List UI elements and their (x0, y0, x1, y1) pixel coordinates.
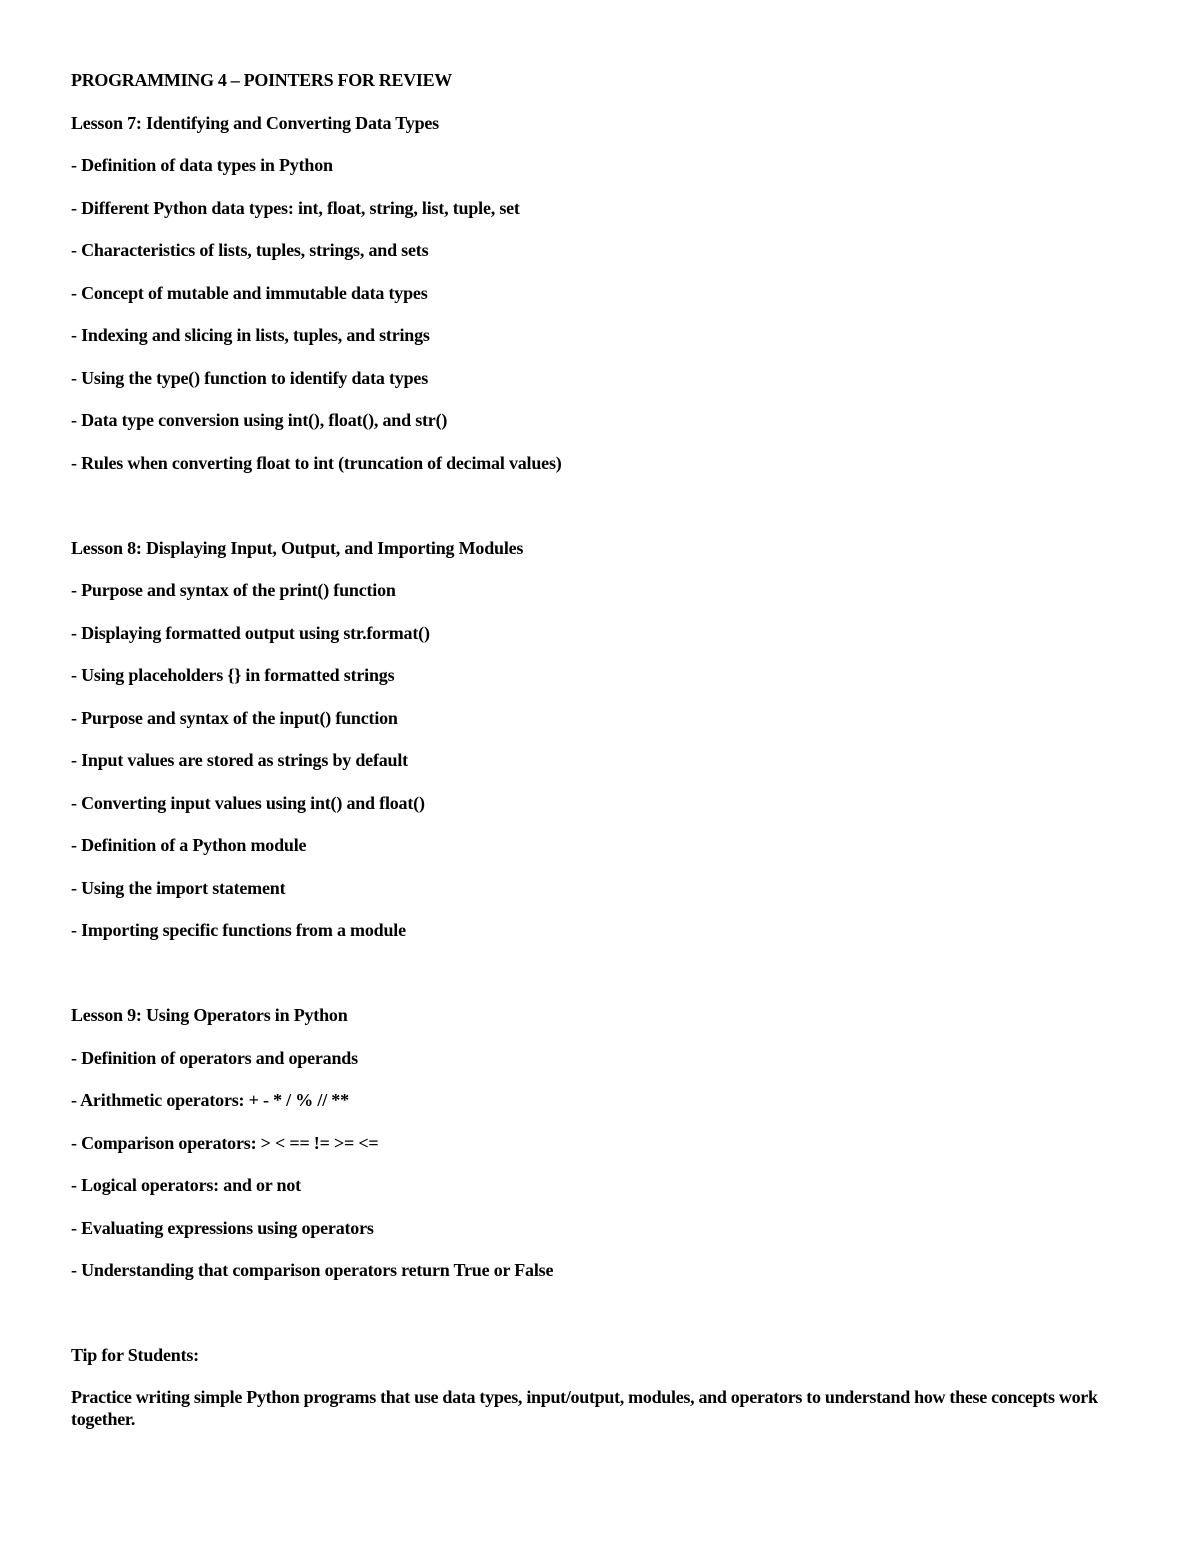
list-item: - Concept of mutable and immutable data types (71, 282, 428, 303)
list-item: - Evaluating expressions using operators (71, 1217, 374, 1238)
list-item: - Arithmetic operators: + - * / % // ** (71, 1090, 349, 1110)
list-item: - Rules when converting float to int (truncation of decimal values) (71, 452, 562, 473)
tip-heading: Tip for Students: (71, 1345, 199, 1365)
section-lesson-8 (71, 536, 1131, 943)
list-item: - Comparison operators: > < == != >= <= (71, 1132, 379, 1153)
list-item: - Understanding that comparison operators return True or False (71, 1260, 554, 1280)
list-item: - Definition of operators and operands (71, 1047, 358, 1068)
list-item: - Converting input values using int() and float() (71, 792, 425, 813)
section-spacer (71, 961, 1131, 1004)
tip-section (71, 1343, 1131, 1430)
list-item: - Using the import statement (71, 877, 286, 898)
list-item: - Indexing and slicing in lists, tuples, and strings (71, 325, 430, 345)
section-lesson-7 (71, 111, 1131, 475)
list-item: - Data type conversion using int(), float(), and str() (71, 410, 448, 430)
list-item: - Input values are stored as strings by default (71, 750, 408, 770)
list-item: - Definition of data types in Python (71, 155, 333, 175)
list-item: - Displaying formatted output using str.format() (71, 622, 430, 643)
section-spacer (71, 493, 1131, 536)
section-spacer (71, 1301, 1131, 1344)
document-page (71, 68, 1131, 1430)
list-item: - Characteristics of lists, tuples, strings, and sets (71, 240, 429, 260)
section-lesson-9 (71, 1003, 1131, 1282)
list-item: - Purpose and syntax of the print() function (71, 580, 396, 600)
list-item: - Different Python data types: int, float, string, list, tuple, set (71, 197, 520, 218)
tip-body: Practice writing simple Python programs that use data types, input/output, modules, and operators to understand how these concepts work together. (71, 1386, 1098, 1429)
list-item: - Definition of a Python module (71, 835, 307, 855)
document-title: PROGRAMMING 4 – POINTERS FOR REVIEW (71, 70, 453, 90)
list-item: - Using placeholders {} in formatted strings (71, 665, 395, 685)
list-item: - Using the type() function to identify data types (71, 367, 428, 388)
section-heading: Lesson 7: Identifying and Converting Data Types (71, 112, 439, 133)
list-item: - Purpose and syntax of the input() function (71, 707, 398, 728)
section-heading: Lesson 9: Using Operators in Python (71, 1005, 348, 1025)
section-heading: Lesson 8: Displaying Input, Output, and Importing Modules (71, 537, 524, 558)
list-item: - Importing specific functions from a module (71, 920, 406, 940)
list-item: - Logical operators: and or not (71, 1175, 301, 1195)
